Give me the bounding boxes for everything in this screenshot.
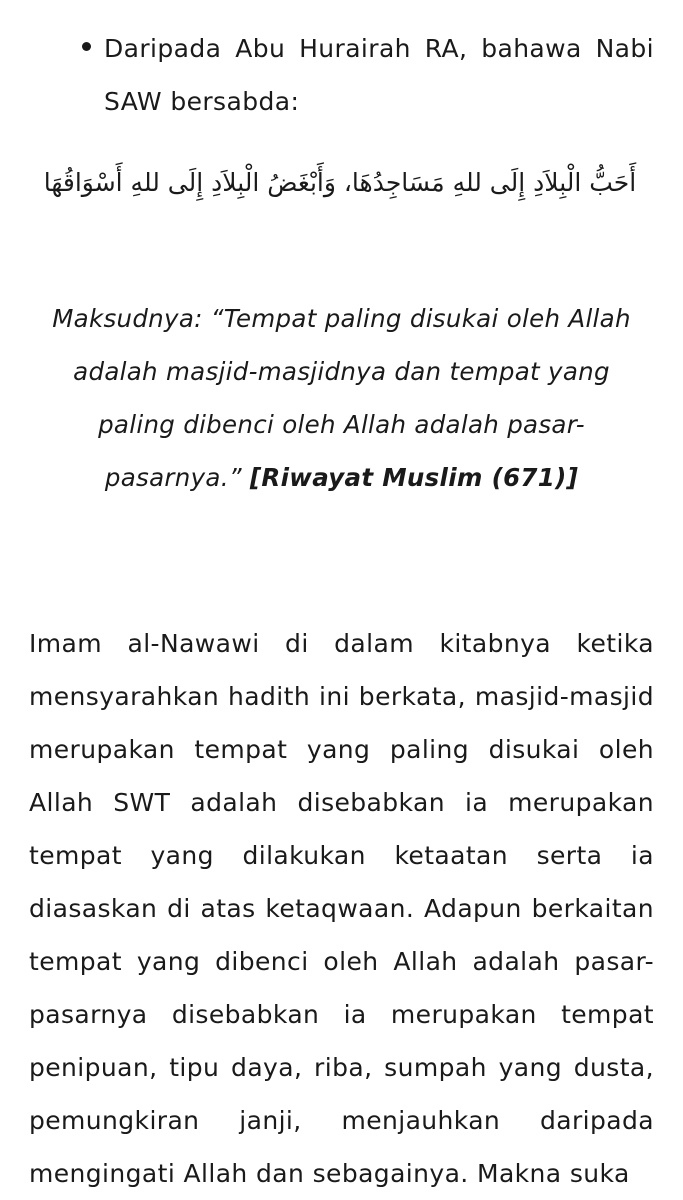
hadith-source-citation: [Riwayat Muslim (671)] <box>249 463 579 492</box>
bullet-text: Daripada Abu Hurairah RA, bahawa Nabi SAW bersabda: <box>104 34 654 116</box>
bullet-list-item <box>82 22 654 128</box>
body-paragraph: Imam al-Nawawi di dalam kitabnya ketika mensyarahkan hadith ini berkata, masjid-masjid merupakan tempat yang paling disukai oleh Allah SWT adalah disebabkan ia merupakan tempat yang dilakukan ketaatan serta ia diasaskan di atas ketaqwaan. Adapun berkaitan tempat yang dibenci oleh Allah adalah pasar-pasarnya disebabkan ia merupakan tempat penipuan, tipu daya, riba, sumpah yang dusta, pemungkiran janji, menjauhkan daripada mengingati Allah dan sebagainya. Makna suka <box>29 629 654 1188</box>
hadith-arabic-text: أَحَبُّ الْبِلاَدِ إِلَى للهِ مَسَاجِدُهَا، وَأَبْغَضُ الْبِلاَدِ إِلَى للهِ أَسْوَاقُهَا <box>43 168 637 197</box>
translation-text: Maksudnya: “Tempat paling disukai oleh Allah adalah masjid-masjidnya dan tempat yang paling dibenci oleh Allah adalah pasar-pasarnya.” <box>52 304 631 492</box>
hadith-translation <box>34 292 649 504</box>
bullet-icon <box>82 42 91 51</box>
